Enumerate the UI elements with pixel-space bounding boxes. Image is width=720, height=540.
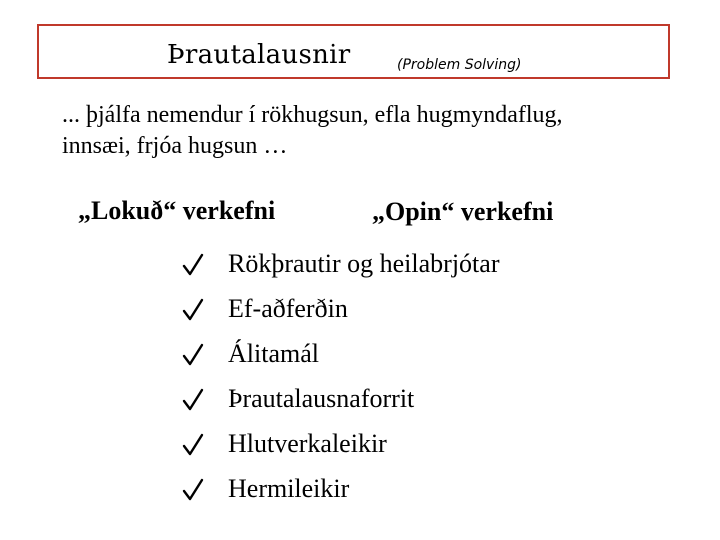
list-item — [182, 474, 499, 519]
intro-line-2: innsæi, frjóa hugsun … — [62, 133, 288, 159]
checkmark-icon — [182, 477, 204, 503]
intro-text — [62, 100, 702, 162]
list-item — [182, 339, 499, 384]
title-box — [37, 24, 670, 79]
checkmark-icon — [182, 252, 204, 278]
list-item-label: Rökþrautir og heilabrjótar — [228, 249, 500, 278]
checkmark-icon — [182, 297, 204, 323]
open-tasks-heading: „Opin“ verkefni — [372, 197, 554, 226]
list-item-label: Þrautalausnaforrit — [228, 384, 415, 413]
list-item — [182, 249, 499, 294]
closed-tasks-heading: „Lokuð“ verkefni — [78, 196, 276, 225]
list-item-label: Álitamál — [228, 339, 319, 368]
intro-line-1: ... þjálfa nemendur í rökhugsun, efla hugmyndaflug, — [62, 102, 563, 128]
checkmark-icon — [182, 342, 204, 368]
list-item-label: Hermileikir — [228, 474, 350, 503]
checklist — [182, 249, 499, 519]
page-subtitle: (Problem Solving) — [397, 57, 522, 73]
list-item-label: Ef-aðferðin — [228, 294, 348, 323]
checkmark-icon — [182, 387, 204, 413]
list-item — [182, 384, 499, 429]
page-title: Þrautalausnir — [167, 40, 351, 70]
list-item-label: Hlutverkaleikir — [228, 429, 387, 458]
list-item — [182, 429, 499, 474]
list-item — [182, 294, 499, 339]
checkmark-icon — [182, 432, 204, 458]
